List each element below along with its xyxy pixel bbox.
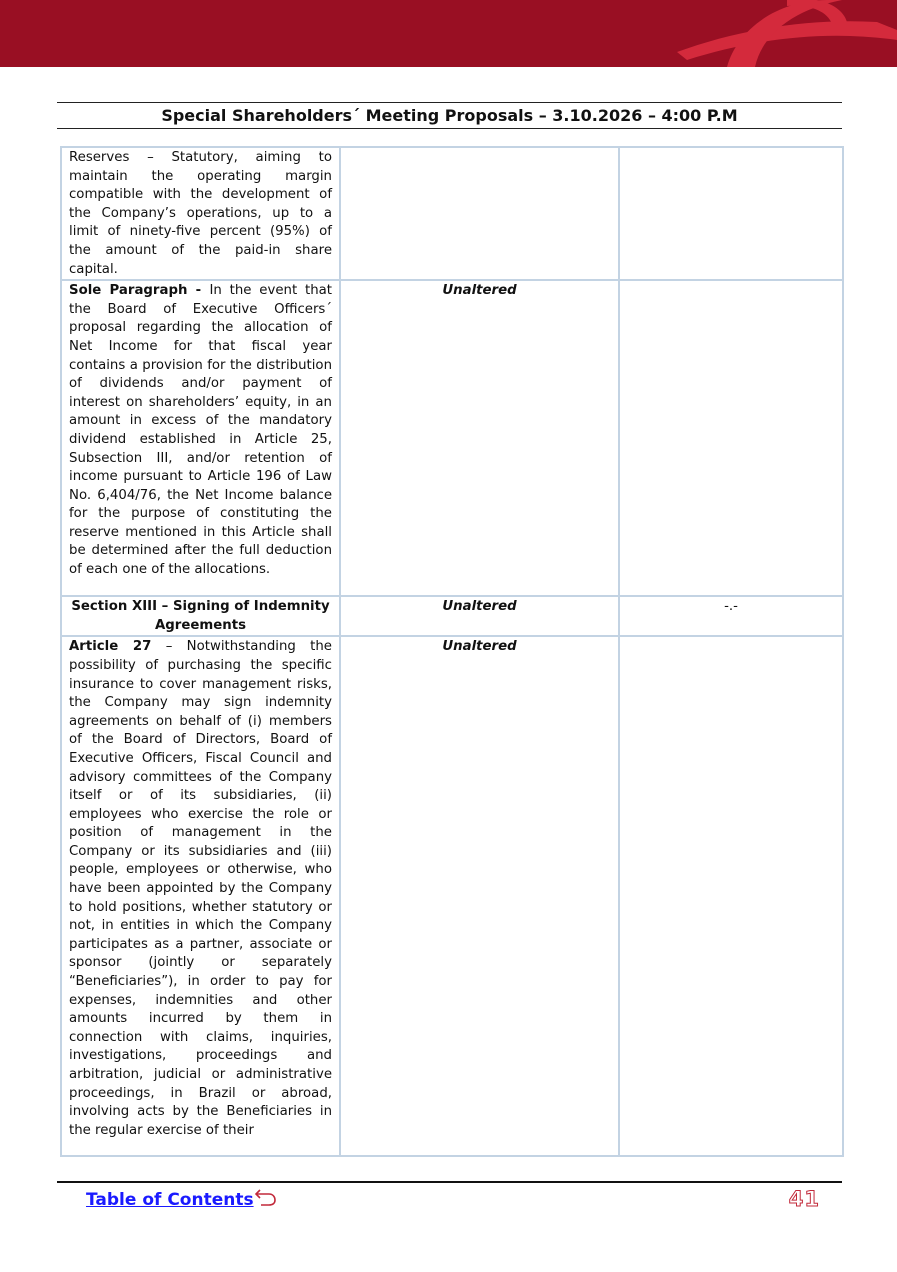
table-cell-justification xyxy=(619,147,843,280)
page-title: Special Shareholders´ Meeting Proposals – 3.10.2026 – 4:00 P.M xyxy=(161,106,738,125)
table-cell-proposed xyxy=(340,280,619,596)
table-of-contents-link[interactable]: Table of Contents xyxy=(86,1190,254,1210)
table-cell-justification xyxy=(619,636,843,1156)
table-cell-current-text xyxy=(61,636,340,1156)
table-cell-justification xyxy=(619,280,843,596)
table-cell-current-text xyxy=(61,147,340,280)
unaltered-label: Unaltered xyxy=(442,283,517,299)
table-row xyxy=(61,636,843,1156)
table-cell-current-text xyxy=(61,280,340,596)
footer-rule xyxy=(57,1181,842,1183)
proposal-table xyxy=(60,146,844,1157)
unaltered-label: Unaltered xyxy=(442,639,517,655)
table-cell-proposed xyxy=(340,636,619,1156)
sole-paragraph-heading: Sole Paragraph - xyxy=(69,283,210,299)
table-cell-proposed xyxy=(340,596,619,636)
section-heading-cell xyxy=(61,596,340,636)
article-heading: Article 27 xyxy=(69,639,152,655)
justification-text: -.- xyxy=(724,599,738,615)
cell-text: In the event that the Board of Executive Officers´ proposal regarding the allocation of Net Income for that fiscal year contains a provision for the distribution of dividends and/or payment of interest on shareholders’ equity, in an amount in excess of the mandatory dividend established in Article 25, Subsection III, and/or retention of income pursuant to Article 196 of Law No. 6,404/76, the Net Income balance for the purpose of constituting the reserve mentioned in this Article shall be determined after the full deduction of each one of the allocations. xyxy=(69,283,332,578)
table-cell-justification xyxy=(619,596,843,636)
cell-text: – Notwithstanding the possibility of purchasing the specific insurance to cover management risks, the Company may sign indemnity agreements on behalf of (i) members of the Board of Directors, Board of Executive Officers, Fiscal Council and advisory committees of the Company itself or of its subsidiaries, (ii) employees who exercise the role or position of management in the Company or its subsidiaries and (iii) people, employees or otherwise, who have been appointed by the Company to hold positions, whether statutory or not, in entities in which the Company participates as a partner, associate or sponsor (jointly or separately “Beneficiaries”), in order to pay for expenses, indemnities and other amounts incurred by them in connection with claims, inquiries, investigations, proceedings and arbitration, judicial or administrative proceedings, in Brazil or abroad, involving acts by the Beneficiaries in the regular exercise of their xyxy=(69,639,332,1138)
title-rule-bottom xyxy=(57,128,842,129)
top-banner xyxy=(0,0,897,67)
brand-swoosh-icon xyxy=(667,0,897,67)
title-rule-top xyxy=(57,102,842,103)
table-row xyxy=(61,596,843,636)
section-heading: Section XIII – Signing of Indemnity Agreements xyxy=(71,599,330,633)
return-arrow-icon[interactable] xyxy=(255,1187,277,1207)
table-row xyxy=(61,147,843,280)
table-cell-proposed xyxy=(340,147,619,280)
page-number: 41 xyxy=(788,1187,820,1211)
cell-text: Reserves – Statutory, aiming to maintain the operating margin compatible with the development of the Company’s operations, up to a limit of ninety-five percent (95%) of the amount of the paid-in share capital. xyxy=(69,150,332,277)
unaltered-label: Unaltered xyxy=(442,599,517,615)
table-row xyxy=(61,280,843,596)
